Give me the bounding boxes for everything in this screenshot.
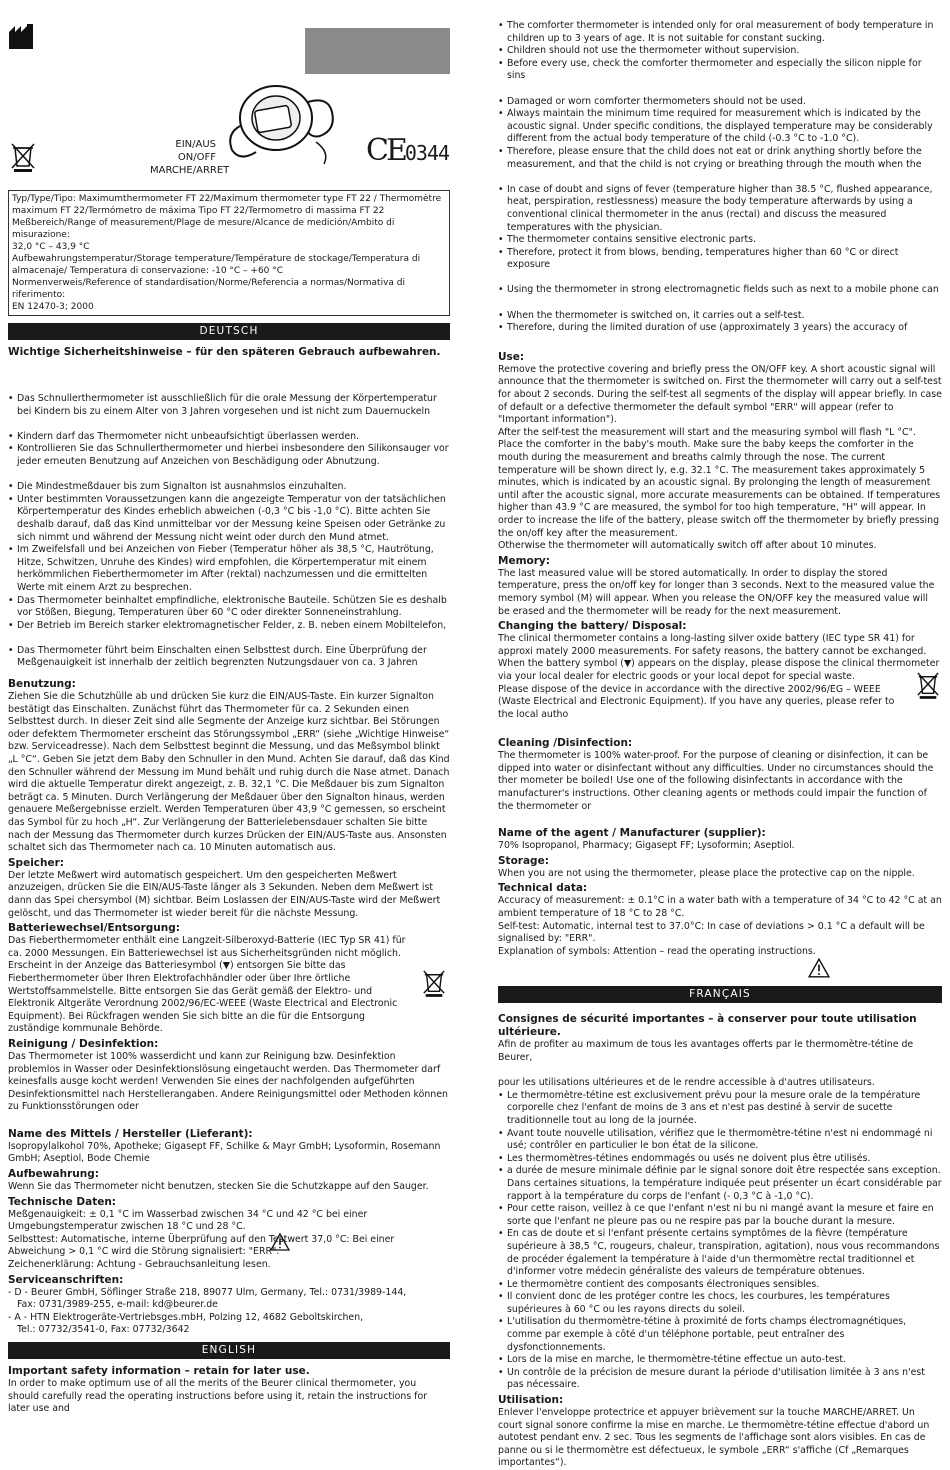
- list-item: • Un contrôle de la précision de mesure durant la période d'utilisation limitée à 3 ans n'est pas nécessaire.: [498, 1367, 942, 1392]
- use-text: Remove the protective covering and briefly press the ON/OFF key. A short acoustic signal will announce that the thermometer is switched on. First the thermometer will carry out a self-test for about 2 seconds. During the self-test all segments of the display will appear briefly. In case of default or a defective thermometer the default symbol "ERR" will appear (refer to "Important information").: [498, 363, 942, 426]
- list-item: • Therefore, please ensure that the child does not eat or drink anything shortly before the measurement, and that the child is not crying or breathing through the mouth when the: [498, 146, 942, 171]
- use-text-2: After the self-test the measurement will start and the measuring symbol will flash "L °C". Place the comforter in the baby's mouth. Make sure the baby keeps the comforter in the mouth during the measurement and breaths calmly through the nose. The current temperature will be shown direct ly, e.g. 32.1 °C. The measurement takes approximately 5 minutes, which is indicated by an acoustic signal. By prolonging the length of measurement until after the acoustic signal, more accurate measurements can be obtained. If temperatures higher than 43.9 °C are measured, the symbol for too high temperature, "H" will appear. In order to increase the life of the battery, please switch off the thermometer by briefly pressing the on/off key after the measurement.: [498, 426, 941, 539]
- service-line: Tel.: 07732/3541-0, Fax: 07732/3642: [8, 1324, 190, 1336]
- list-item: • In case of doubt and signs of fever (temperature higher than 38.5 °C, flushed appearance, heat, perspiration, restlessness) measure the body temperature afterwards by using a conventional clinical thermometer in the anus (rectal) and discuss the measured temperatures with the physician.: [498, 184, 942, 234]
- service-heading: Serviceanschriften:: [8, 1273, 124, 1286]
- list-item: • Le thermomètre contient des composants électroniques sensibles.: [498, 1279, 942, 1292]
- right-column: [498, 20, 942, 1470]
- battery-text: The clinical thermometer contains a long-lasting silver oxide battery (IEC type SR 41) for approxi mately 2000 measurements. For safety reasons, the battery cannot be exchanged.: [498, 633, 927, 657]
- memory-heading: Memory:: [498, 554, 550, 567]
- name-text: Isopropylalkohol 70%, Apotheke; Gigasept FF, Schilke & Mayr GmbH; Lysoformin, Rosemann GmbH; Aseptiol, Bode Chemie: [8, 1140, 441, 1165]
- list-item: • Kindern darf das Thermometer nicht unbeaufsichtigt überlassen werden.: [8, 431, 450, 444]
- list-item: • Das Thermometer beinhaltet empfindliche, elektronische Bauteile. Schützen Sie es deshalb vor Stößen, Biegung, Temperaturen über 60 °C oder direkter Sonneneinstrahlung.: [8, 595, 450, 620]
- service-line: Fax: 0731/3989-255, e-mail: kd@beurer.de: [8, 1299, 218, 1311]
- weee-bin-icon: [422, 969, 446, 997]
- service-line: - A - HTN Elektrogeräte-Vertriebsges.mbH, Polzing 12, 4682 Geboltskirchen,: [8, 1311, 364, 1323]
- deutsch-bullets-3: [8, 481, 450, 632]
- list-item: • Children should not use the thermometer without supervision.: [498, 45, 942, 58]
- francais-bullets: [498, 1090, 942, 1392]
- onoff-line-2: ON/OFF: [177, 152, 216, 163]
- spec-line: Normenverweis/Reference of standardisation/Norme/Referencia a normas/Normativa di riferimento:: [12, 278, 406, 300]
- manufacturer-icon: [8, 24, 34, 50]
- list-item: • a durée de mesure minimale définie par le signal sonore doit être respectée sans exception. Dans certaines situations, la température indiquée peut présenter un écart considérable par rapport à la température du corps de l'enfant (- 0,3 °C à -1,0 °C).: [498, 1165, 942, 1203]
- english-bullets-3: [498, 184, 942, 272]
- tech-line: Accuracy of measurement: ± 0.1°C in a water bath with a temperature of 34 °C to 42 °C at an ambient temperature of 18 °C to 28 °C.: [498, 895, 942, 920]
- benutzung-text: Ziehen Sie die Schutzhülle ab und drücken Sie kurz die EIN/AUS-Taste. Ein kurzer Signalton bestätigt das Einschalten. Zunächst führt das Thermometer für ca. 2 Sekunden einen Selbsttest durch. In dieser Zeit sind alle Segmente der Anzeige kurz sichtbar. Bei Störungen oder defektem Thermometer erscheint das Störungssymbol „ERR“ (siehe „Wichtige Hinweise“ bzw. Serviceadresse). Nach dem Selbsttest beginnt die Messung, und das Meßsymbol blinkt „L °C“. Geben Sie jetzt dem Baby den Schnuller in den Mund. Achten Sie darauf, daß das Kind den Schnuller während der Messung im Mund behält und ruhig durch die Nase atmet. Danach wird die aktuelle Temperatur direkt angezeigt, z. B. 32,1 °C. Die Meßdauer bis zum Signalton beträgt ca. 5 Minuten. Durch Verlängerung der Meßdauer über den Signalton hinaus, werden genauere Meßergebnisse erzielt. Werden Temperaturen über 43,9 °C gemessen, so erscheint das Symbol für zu hoch „H“. Zur Verlängerung der Batterielebensdauer schalten Sie bitte nach der Messung das Thermometer durch kurzes Drücken der EIN/AUS-Taste aus. Ansonsten schaltet sich das Thermometer nach ca. 10 Minuten automatisch aus.: [8, 691, 450, 854]
- list-item: • L'utilisation du thermomètre-tétine à proximité de forts champs électromagnétiques, comme par exemple à côté d'un téléphone portable, peut entraîner des dysfonctionnements.: [498, 1316, 942, 1354]
- battery-text-2: When the battery symbol (▼) appears on the display, please dispose the clinical thermometer via your local dealer for electric goods or your local depot for special waste.: [498, 658, 940, 682]
- utilisation-heading: Utilisation:: [498, 1394, 564, 1407]
- technische-line: Meßgenauigkeit: ± 0,1 °C im Wasserbad zwischen 34 °C und 42 °C bei einer Umgebungstemperatur zwischen 18 °C und 28 °C.: [8, 1208, 368, 1233]
- tech-line: Explanation of symbols: Attention – read the operating instructions.: [498, 945, 816, 957]
- use-text-3: Otherwise the thermometer will automatically switch off after about 10 minutes.: [498, 540, 877, 552]
- spec-line: Aufbewahrungstemperatur/Storage temperature/Température de stockage/Temperatura di almacenaje/ Temperatura di conservazione: -10 °C – +60 °C: [12, 254, 421, 276]
- speicher-text: Der letzte Meßwert wird automatisch gespeichert. Um den gespeicherten Meßwert anzuzeigen, drücken Sie die EIN/AUS-Taste länger als 3 Sekunden. Neben dem Meßwert ist dann das Spei chersymbol (M) sichtbar. Beim Loslassen der EIN/AUS-Taste wird der Meßwert gelöscht, und das Thermometer ist wieder bereit für die nächste Messung.: [8, 869, 441, 919]
- english-heading: Important safety information – retain for later use.: [8, 1365, 310, 1377]
- english-bullets-1: [498, 20, 942, 83]
- thermometer-illustration: [220, 72, 344, 168]
- section-bar-english: ENGLISH: [8, 1342, 450, 1359]
- utilisation-text: Enlever l'enveloppe protectrice et appuyer brièvement sur la touche MARCHE/ARRET. Un court signal sonore confirme la mise en marche. Le thermomètre-tétine effectue d'abord un autotest pendant env. 2 sec. Tous les segments de l'affichage sont alors visibles. En cas de panne ou si le thermomètre est défectueux, le symbole „ERR“ s'affiche (Cf „Remarques importantes“).: [498, 1407, 930, 1469]
- onoff-line-1: EIN/AUS: [175, 139, 216, 150]
- list-item: • En cas de doute et si l'enfant présente certains symptômes de la fièvre (température supérieure à 38,5 °C, rougeurs, chaleur, transpiration, agitation), nous vous recommandons de procéder également la température à l'aide d'un thermomètre rectal traditionnel et d'informer votre médecin généraliste des valeurs de température obtenues.: [498, 1228, 942, 1278]
- reinigung-heading: Reinigung / Desinfektion:: [8, 1037, 159, 1050]
- tech-line: Self-test: Automatic, internal test to 37.0°C: In case of deviations > 0.1 °C a default will be signalised by: "ERR".: [498, 920, 925, 945]
- list-item: • When the thermometer is switched on, it carries out a self-test.: [498, 310, 942, 323]
- deutsch-bullets-1: [8, 393, 450, 418]
- aufbewahrung-heading: Aufbewahrung:: [8, 1168, 99, 1181]
- list-item: • Das Schnullerthermometer ist ausschließlich für die orale Messung der Körpertemperatur bei Kindern bis zu einem Alter von 3 Jahren vorgesehen und ist nicht zum Dauernuckeln: [8, 393, 450, 418]
- reinigung-text: Das Thermometer ist 100% wasserdicht und kann zur Reinigung bzw. Desinfektion problemlos in Wasser oder Desinfektionslösung eingetaucht werden. Das Thermometer darf keinesfalls ausge kocht werden! Verwenden Sie eines der nachfolgenden aufgeführten Desinfektionsmittel nach Herstellerangaben. Andere Reinigungsmittel oder Methoden können zu Funktionsstörungen oder: [8, 1050, 448, 1113]
- section-bar-francais: FRANÇAIS: [498, 986, 942, 1003]
- english-bullets-4: [498, 284, 942, 297]
- english-intro: In order to make optimum use of all the merits of the Beurer clinical thermometer, you should carefully read the operating instructions before using it, retain the instructions for later use and: [8, 1378, 428, 1415]
- francais-intro: Afin de profiter au maximum de tous les avantages offerts par le thermomètre-tétine de Beurer,: [498, 1039, 914, 1063]
- spec-line: Typ/Type/Tipo: Maximumthermometer FT 22/Maximum thermometer type FT 22 / Thermomètre maximum FT 22/Termómetro de máxima Tipo FT 22/Termometro di massima FT 22: [12, 194, 442, 216]
- list-item: • Using the thermometer in strong electromagnetic fields such as next to a mobile phone can: [498, 284, 942, 297]
- list-item: • Unter bestimmten Voraussetzungen kann die angezeigte Temperatur von der tatsächlichen Körpertemperatur des Kindes erheblich abweichen (-0,3 °C bis -1,0 °C). Bitte achten Sie deshalb darauf, daß das Kind unmittelbar vor der Messung keine Speisen oder Getränke zu sich nimmt und während der Messung nicht weint oder durch den Mund atmet.: [8, 494, 450, 544]
- technische-line: Selbsttest: Automatische, interne Überprüfung auf den Testwert 37,0 °C: Bei einer Abweichung > 0,1 °C wird die Störung signalisiert: "ERR".: [8, 1233, 395, 1258]
- deutsch-heading: Wichtige Sicherheitshinweise – für den späteren Gebrauch aufbewahren.: [8, 346, 441, 358]
- list-item: • Die Mindestmeßdauer bis zum Signalton ist ausnahmslos einzuhalten.: [8, 481, 450, 494]
- grey-label-box: [305, 28, 450, 74]
- english-bullets-5: [498, 310, 942, 335]
- list-item: • Therefore, during the limited duration of use (approximately 3 years) the accuracy of: [498, 322, 942, 335]
- spec-line: Meßbereich/Range of measurement/Plage de mesure/Alcance de medición/Ambito di misurazione:: [12, 218, 395, 240]
- ce-mark: CE0344: [366, 133, 450, 168]
- list-item: • Il convient donc de les protéger contre les chocs, les courbures, les températures supérieures à 60 °C ou les rayons directs du soleil.: [498, 1291, 942, 1316]
- list-item: • Damaged or worn comforter thermometers should not be used.: [498, 96, 942, 109]
- list-item: • Lors de la mise en marche, le thermomètre-tétine effectue un auto-test.: [498, 1354, 942, 1367]
- deutsch-bullets-4: [8, 645, 450, 670]
- list-item: • Kontrollieren Sie das Schnullerthermometer und hierbei insbesondere den Silikonsauger vor jeder erneuten Benutzung auf Anzeichen von Beschädigung oder Abnutzung.: [8, 443, 450, 468]
- on-off-labels: [150, 138, 230, 177]
- aufbewahrung-text: Wenn Sie das Thermometer nicht benutzen, stecken Sie die Schutzkappe auf den Sauger.: [8, 1181, 429, 1193]
- benutzung-heading: Benutzung:: [8, 678, 76, 691]
- warning-triangle-icon: [270, 1233, 290, 1251]
- memory-text: The last measured value will be stored automatically. In order to display the stored temperature, press the on/off key for longer than 3 seconds. Next to the measured value the memory symbol (M) will appear. When you release the ON/OFF key the measured value will be erased and the thermometer will be ready for the next measurement.: [498, 567, 935, 617]
- spec-box: [8, 190, 450, 316]
- spec-line: 32,0 °C – 43,9 °C: [12, 242, 90, 252]
- battery-heading: Changing the battery/ Disposal:: [498, 620, 687, 633]
- francais-heading: Consignes de sécurité importantes – à conserver pour toute utilisation ultérieure.: [498, 1013, 917, 1039]
- batterie-heading: Batteriewechsel/Entsorgung:: [8, 922, 180, 935]
- agent-text: 70% Isopropanol, Pharmacy; Gigasept FF; Lysoformin; Aseptiol.: [498, 840, 795, 852]
- list-item: • Le thermomètre-tétine est exclusivement prévu pour la mesure orale de la température corporelle chez l'enfant de moins de 3 ans et n'est pas destiné à servir de sucette traditionnelle tout au long de la journée.: [498, 1090, 942, 1128]
- francais-intro-2: pour les utilisations ultérieures et de le rendre accessible à d'autres utilisateurs.: [498, 1077, 875, 1089]
- weee-bin-icon: [10, 142, 36, 172]
- deutsch-bullets-2: [8, 431, 450, 469]
- list-item: • Therefore, protect it from blows, bending, temperatures higher than 60 °C or direct exposure: [498, 247, 942, 272]
- storage-heading: Storage:: [498, 854, 549, 867]
- battery-text-3: Please dispose of the device in accordance with the directive 2002/96/EG – WEEE (Waste Electrical and Electronic Equipment). If you have any queries, please refer to the local autho: [498, 683, 895, 720]
- list-item: • Pour cette raison, veillez à ce que l'enfant n'est ni bu ni mangé avant la mesure et faire en sorte que l'enfant ne pleure pas ou ne respire pas par la bouche durant la mesure.: [498, 1203, 942, 1228]
- spec-line: EN 12470-3; 2000: [12, 302, 94, 312]
- agent-heading: Name of the agent / Manufacturer (supplier):: [498, 827, 766, 840]
- technische-heading: Technische Daten:: [8, 1195, 117, 1208]
- header-area: [8, 0, 450, 190]
- speicher-heading: Speicher:: [8, 856, 64, 869]
- ce-number: 0344: [404, 141, 450, 165]
- service-line: - D - Beurer GmbH, Söflinger Straße 218, 89077 Ulm, Germany, Tel.: 0731/3989-144,: [8, 1286, 407, 1298]
- cleaning-heading: Cleaning /Disinfection:: [498, 737, 633, 750]
- cleaning-text: The thermometer is 100% water-proof. For the purpose of cleaning or disinfection, it can be dipped into water or disinfectant without any difficulties. Under no circumstances should the ther mometer be boiled! Use one of the following disinfectants in accordance with the manufacturer's instructions. Other cleaning agents or methods could impair the function of the thermometer or: [498, 750, 934, 812]
- use-heading: Use:: [498, 350, 525, 363]
- section-bar-deutsch: DEUTSCH: [8, 323, 450, 340]
- list-item: • Before every use, check the comforter thermometer and especially the silicon nipple for sins: [498, 58, 942, 83]
- weee-bin-icon: [916, 671, 940, 699]
- warning-triangle-icon: [808, 958, 830, 978]
- storage-text: When you are not using the thermometer, please place the protective cap on the nipple.: [498, 867, 915, 879]
- list-item: • Der Betrieb im Bereich starker elektromagnetischer Felder, z. B. neben einem Mobiltelefon,: [8, 620, 450, 633]
- list-item: • The comforter thermometer is intended only for oral measurement of body temperature in children up to 3 years of age. It is not suitable for constant sucking.: [498, 20, 942, 45]
- list-item: • The thermometer contains sensitive electronic parts.: [498, 234, 942, 247]
- list-item: • Always maintain the minimum time required for measurement which is indicated by the acoustic signal. Under specific conditions, the displayed temperature may be considerably different from the actual body temperature of the child (-0.3 °C to -1.0 °C).: [498, 108, 942, 146]
- left-column: [8, 0, 450, 1416]
- list-item: • Im Zweifelsfall und bei Anzeichen von Fieber (Temperatur höher als 38,5 °C, Hautrötung, Hitze, Schwitzen, Unruhe des Kindes) wird empfohlen, die Körpertemperatur mit einem herkömmlichen Fieberthermometer im After (rektal) nachzumessen und die ermittelten Werte mit einem Arzt zu besprechen.: [8, 544, 450, 594]
- english-bullets-2: [498, 96, 942, 172]
- batterie-text: Das Fieberthermometer enthält eine Langzeit-Silberoxyd-Batterie (IEC Typ SR 41) für ca. 2000 Messungen. Ein Batteriewechsel ist aus Sicherheitsgründen nicht möglich. Erscheint in der Anzeige das Batteriesymbol (▼) entsorgen Sie bitte das Fieberthermometer über Ihren Elektrofachhändler oder über Ihre örtliche Wertstoffsammelstelle. Bitte entsorgen Sie das Gerät gemäß der Elektro- und Elektronik Altgeräte Verordnung 2002/96/EC-WEEE (Waste Electrical and Electronic Equipment). Bei Rückfragen wenden Sie sich bitte an die für die Entsorgung zuständige kommunale Behörde.: [8, 935, 406, 1035]
- name-heading: Name des Mittels / Hersteller (Lieferant):: [8, 1127, 253, 1140]
- onoff-line-3: MARCHE/ARRET: [150, 165, 230, 176]
- list-item: • Avant toute nouvelle utilisation, vérifiez que le thermomètre-tétine n'est ni endommagé ni usé; contrôler en particulier le bon état de la silicone.: [498, 1128, 942, 1153]
- tech-heading: Technical data:: [498, 882, 588, 895]
- list-item: • Das Thermometer führt beim Einschalten einen Selbsttest durch. Eine Überprüfung der Meßgenauigkeit ist innerhalb der zeitlich begrenzten Nutzungsdauer von ca. 3 Jahren: [8, 645, 450, 670]
- list-item: • Les thermomètres-tétines endommagés ou usés ne doivent plus être utilisés.: [498, 1153, 942, 1166]
- technische-line: Zeichenerklärung: Achtung - Gebrauchsanleitung lesen.: [8, 1259, 271, 1271]
